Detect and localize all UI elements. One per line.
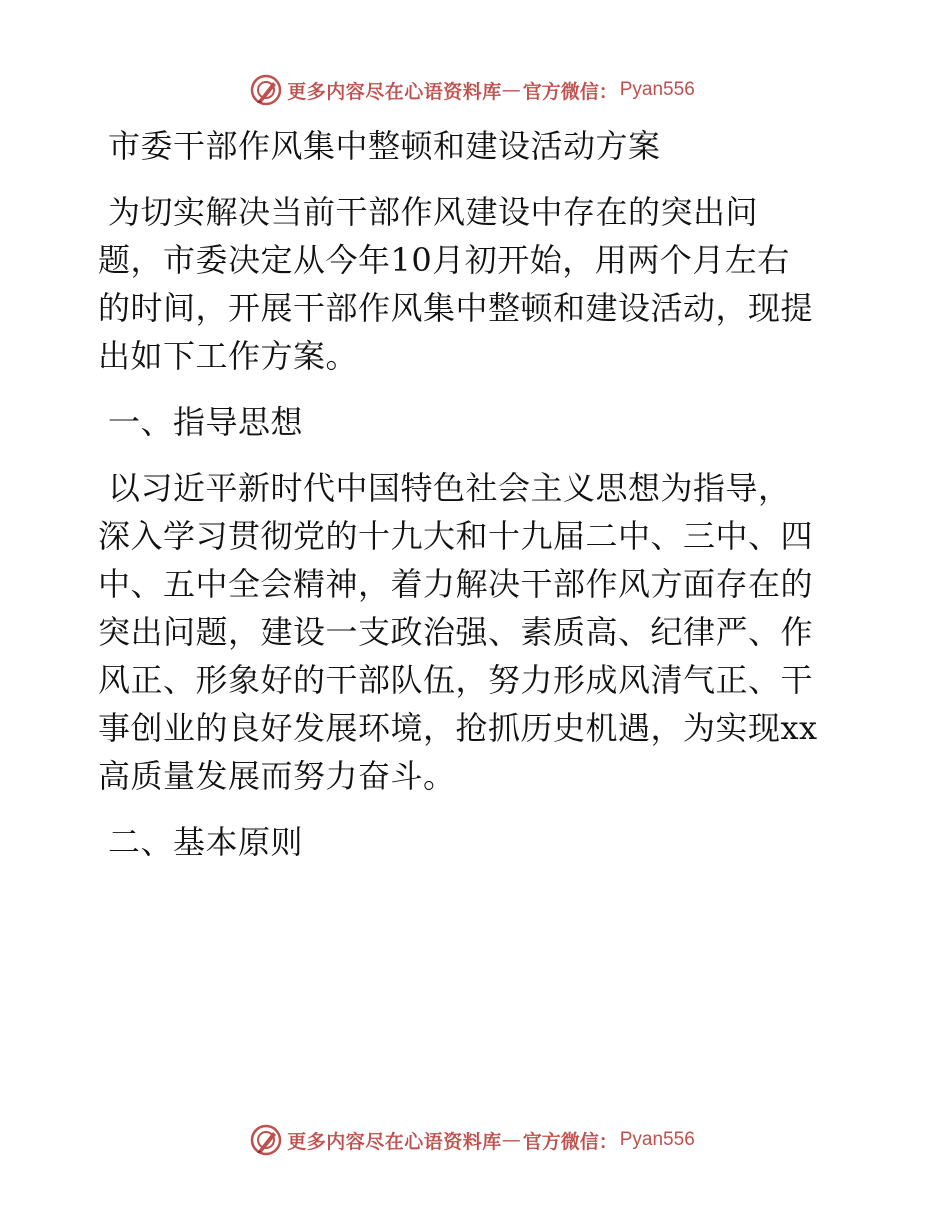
paragraph-line: 深入学习贯彻党的十九大和十九届二中、三中、四 (98, 517, 814, 555)
watermark-id: Pyan556 (619, 79, 695, 100)
paragraph-line: 风正、形象好的干部队伍，努力形成风清气正、干 (98, 661, 814, 699)
footer-watermark (0, 1120, 950, 1160)
document-title: 市委干部作风集中整顿和建设活动方案 (108, 127, 661, 165)
paragraph-intro (98, 188, 858, 380)
watermark-label: 官方微信： (522, 1130, 618, 1153)
paragraph-line: 题，市委决定从今年10月初开始，用两个月左右 (98, 241, 790, 279)
document-body (98, 122, 858, 866)
paragraph-line: 事创业的良好发展环境，抢抓历史机遇，为实现xx (98, 709, 818, 747)
section-heading-guiding-ideology: 一、指导思想 (108, 403, 304, 441)
paragraph-line: 出如下工作方案。 (98, 337, 359, 375)
paragraph-line: 高质量发展而努力奋斗。 (98, 757, 456, 795)
section-heading-basic-principles: 二、基本原则 (108, 823, 304, 861)
paragraph-guiding-ideology (98, 464, 858, 800)
paragraph-line: 以习近平新时代中国特色社会主义思想为指导， (108, 469, 791, 507)
watermark-id: Pyan556 (619, 1129, 695, 1150)
watermark-separator: — (501, 1129, 521, 1151)
paragraph-line: 的时间，开展干部作风集中整顿和建设活动，现提 (98, 289, 814, 327)
watermark-label: 官方微信： (522, 80, 618, 103)
header-watermark (0, 70, 950, 110)
pen-logo-icon (249, 1123, 283, 1157)
paragraph-line: 突出问题，建设一支政治强、素质高、纪律严、作 (98, 613, 814, 651)
paragraph-line: 中、五中全会精神，着力解决干部作风方面存在的 (98, 565, 814, 603)
paragraph-line: 为切实解决当前干部作风建设中存在的突出问 (108, 193, 759, 231)
watermark-text: 更多内容尽在心语资料库 (287, 80, 502, 103)
watermark-separator: — (501, 79, 521, 101)
watermark-text: 更多内容尽在心语资料库 (287, 1130, 502, 1153)
pen-logo-icon (249, 73, 283, 107)
